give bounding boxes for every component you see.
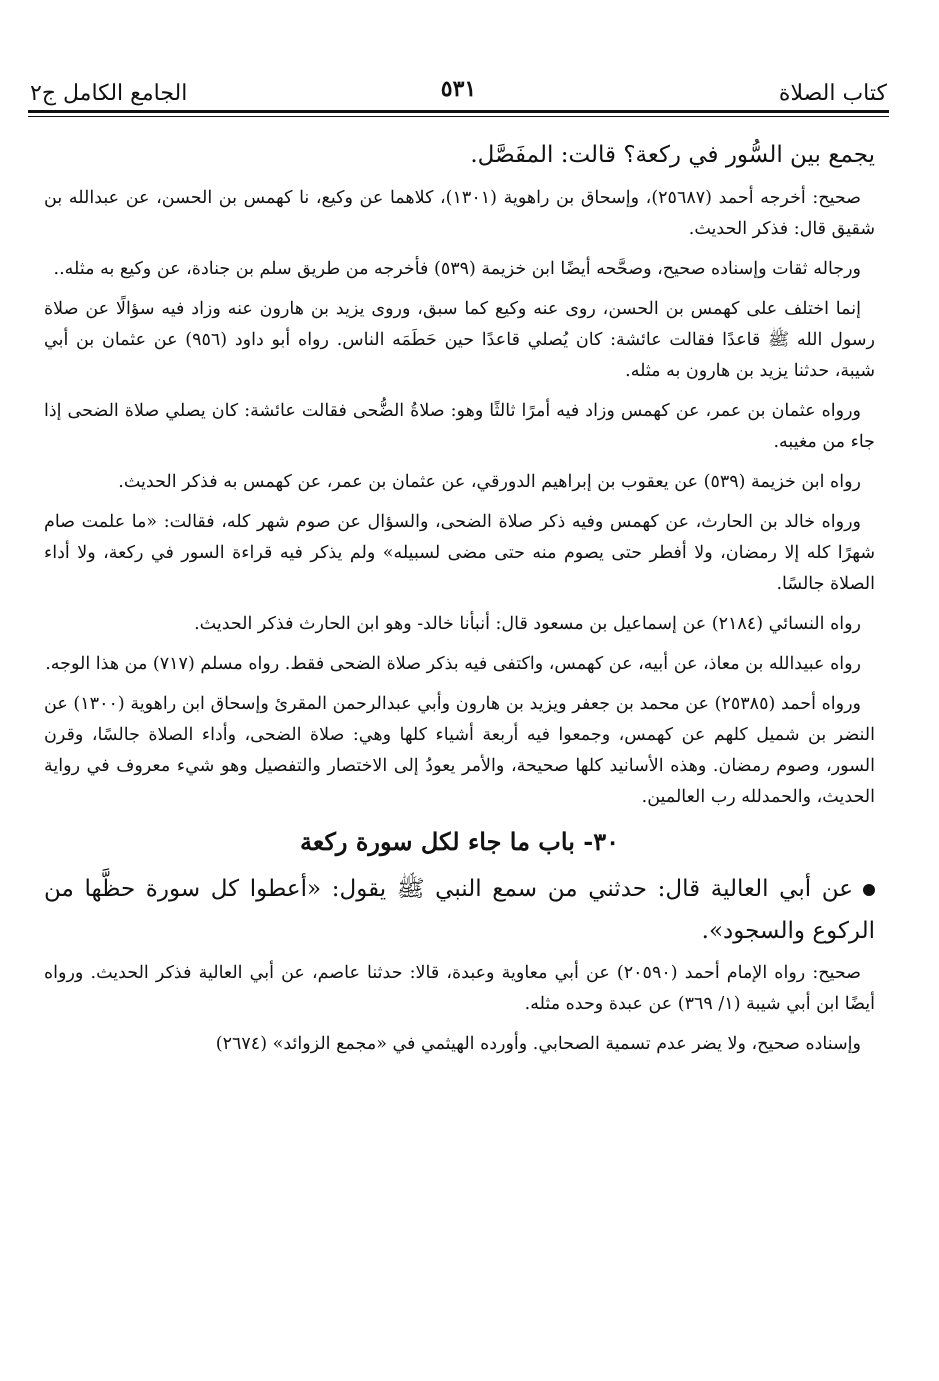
paragraph: صحيح: أخرجه أحمد (٢٥٦٨٧)، وإسحاق بن راهوية (١٣٠١)، كلاهما عن وكيع، نا كهمس بن الحسن، عن عبدالله بن شقيق قال: فذكر الحديث. <box>44 188 875 239</box>
running-header <box>30 66 887 106</box>
header-rule-thin <box>28 116 889 117</box>
page-body <box>44 136 875 1069</box>
page-number: ٥٣١ <box>440 76 477 102</box>
paragraph: ورواه خالد بن الحارث، عن كهمس وفيه ذكر صلاة الضحى، والسؤال عن صوم شهر كله، فقالت: «ما علمت صام شهرًا كله إلا رمضان، ولا أفطر حتى يصوم منه حتى مضى لسبيله» ولم يذكر فيه قراءة السور في ركعة، ولا أداء الصلاة جالسًا. <box>44 512 875 594</box>
book-title: الجامع الكامل ج٢ <box>30 81 188 106</box>
paragraph: ورواه أحمد (٢٥٣٨٥) عن محمد بن جعفر ويزيد بن هارون وأبي عبدالرحمن المقرئ وإسحاق ابن راهوية (١٣٠٠) عن النضر بن شميل كلهم عن كهمس، وجمعوا فيه أربعة أشياء كلها وهي: صلاة الضحى، وأداء الصلاة جالسًا، وقرن السور، وصوم رمضان. وهذه الأسانيد كلها صحيحة، والأمر يعودُ إلى الاختصار والتفصيل وهو شيء معروف في رواية الحديث، والحمدلله رب العالمين. <box>44 694 875 807</box>
paragraph: إنما اختلف على كهمس بن الحسن، روى عنه وكيع كما سبق، وروى يزيد بن هارون عنه وزاد فيه سؤالًا عن صلاة رسول الله ﷺ قاعدًا فقالت عائشة: كان يُصلي قاعدًا حين حَطَمَه الناس. رواه أبو داود (٩٥٦) عن عثمان بن أبي شيبة، حدثنا يزيد بن هارون به مثله. <box>44 299 875 381</box>
paragraph: رواه ابن خزيمة (٥٣٩) عن يعقوب بن إبراهيم الدورقي، عن عثمان بن عمر، عن كهمس به فذكر الحديث. <box>118 472 861 492</box>
chapter-title: كتاب الصلاة <box>778 81 887 106</box>
paragraph: يجمع بين السُّور في ركعة؟ قالت: المفَصَّل. <box>470 142 875 168</box>
header-rule-thick <box>28 110 889 113</box>
paragraph: رواه النسائي (٢١٨٤) عن إسماعيل بن مسعود قال: أنبأنا خالد- وهو ابن الحارث فذكر الحديث. <box>194 614 861 634</box>
paragraph: وإسناده صحيح، ولا يضر عدم تسمية الصحابي. وأورده الهيثمي في «مجمع الزوائد» (٢٦٧٤) <box>215 1034 861 1054</box>
hadith-text: عن أبي العالية قال: حدثني من سمع النبي ﷺ يقول: «أعطوا كل سورة حظَّها من الركوع والسجود». <box>44 876 875 944</box>
paragraph: رواه عبيدالله بن معاذ، عن أبيه، عن كهمس، واكتفى فيه بذكر صلاة الضحى فقط. رواه مسلم (٧١٧) من هذا الوجه. <box>45 654 861 674</box>
hadith-paragraph <box>44 868 875 952</box>
paragraph: ورواه عثمان بن عمر، عن كهمس وزاد فيه أمرًا ثالثًا وهو: صلاةُ الضُّحى فقالت عائشة: كان يصلي صلاة الضحى إذا جاء من مغيبه. <box>44 401 875 452</box>
paragraph: صحيح: رواه الإمام أحمد (٢٠٥٩٠) عن أبي معاوية وعبدة، قالا: حدثنا عاصم، عن أبي العالية فذكر الحديث. ورواه أيضًا ابن أبي شيبة (١/ ٣٦٩) عن عبدة وحده مثله. <box>44 963 875 1014</box>
bullet-icon <box>863 884 875 896</box>
paragraph: ورجاله ثقات وإسناده صحيح، وصحَّحه أيضًا ابن خزيمة (٥٣٩) فأخرجه من طريق سلم بن جنادة، عن وكيع به مثله.. <box>53 259 861 279</box>
section-heading: ٣٠- باب ما جاء لكل سورة ركعة <box>300 827 619 856</box>
